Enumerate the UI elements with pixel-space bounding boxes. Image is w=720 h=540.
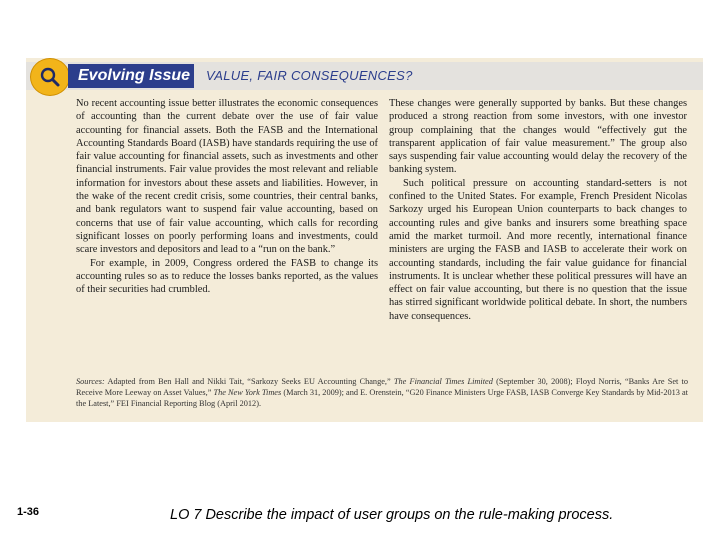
sources-text-3: (March 31, 2009); and E. Orenstein, “G20 Finance Ministers Urge FASB, IASB Converge Key Standards by Mid-2013 at the Latest,” FEI Financial Reporting Blog (April 2012). xyxy=(76,388,688,408)
sources-publication-2: The New York Times xyxy=(213,388,282,397)
evolving-issue-tag: Evolving Issue xyxy=(68,64,194,88)
magnifier-icon xyxy=(38,65,62,89)
sources-note xyxy=(76,376,688,409)
left-paragraph-1: No recent accounting issue better illustrates the economic consequences of accounting than the current debate over the use of fair value accounting for financial assets. Both the FASB and the International Accounting Standards Board (IASB) have standards requiring the use of fair value accounting for financial assets, such as investments and other financial instruments. Fair value provides the most relevant and reliable information for investors about these assets and liabilities. However, in the wake of the recent credit crisis, some countries, their central banks, and bank regulators want to suspend fair value accounting, based on concerns that use of fair value accounting, which calls for recording significant losses on poorly performing loans and investments, could scare investors and depositors and lead to a “run on the bank.” xyxy=(76,98,378,256)
slide-number: 1-36 xyxy=(17,506,40,518)
left-paragraph-2: For example, in 2009, Congress ordered the FASB to change its accounting rules so as to reduce the losses banks reported, as the values of their securities had crumbled. xyxy=(76,257,378,296)
magnifier-badge xyxy=(30,58,70,96)
learning-objective-caption: LO 7 Describe the impact of user groups on the rule-making process. xyxy=(170,507,614,523)
article-left-column xyxy=(76,97,378,296)
right-paragraph-2: Such political pressure on accounting standard-setters is not confined to the United States. For example, French President Nicolas Sarkozy urged his European Union counterparts to back changes to accounting rules and give banks and insurers some breathing space amid the market turmoil. And more recently, international finance ministers are urging the FASB and IASB to accelerate their work on accounting standards, including the fair value guidance for financial instruments. It is unclear whether these political pressures will have an effect on fair value accounting, but there is no question that the issue has stirred significant worldwide political debate. In short, the numbers have consequences. xyxy=(389,177,687,322)
sources-text-2: (September 30, 2008); Floyd Norris, “Banks Are Set to Receive More Leeway on Asset Values,” xyxy=(76,377,688,397)
sources-label: Sources: xyxy=(76,377,105,386)
right-paragraph-1: These changes were generally supported by banks. But these changes produced a strong reaction from some investors, with one investor group complaining that the changes would “effectively gut the transparent application of fair value measurement.” The group also says suspending fair value accounting would delay the recovery of the banking system. xyxy=(389,98,687,176)
article-right-column xyxy=(389,97,687,323)
sources-text: Adapted from Ben Hall and Nikki Tait, “Sarkozy Seeks EU Accounting Change,” xyxy=(107,377,391,386)
sources-publication-1: The Financial Times Limited xyxy=(393,377,493,386)
issue-title: VALUE, FAIR CONSEQUENCES? xyxy=(206,68,413,83)
